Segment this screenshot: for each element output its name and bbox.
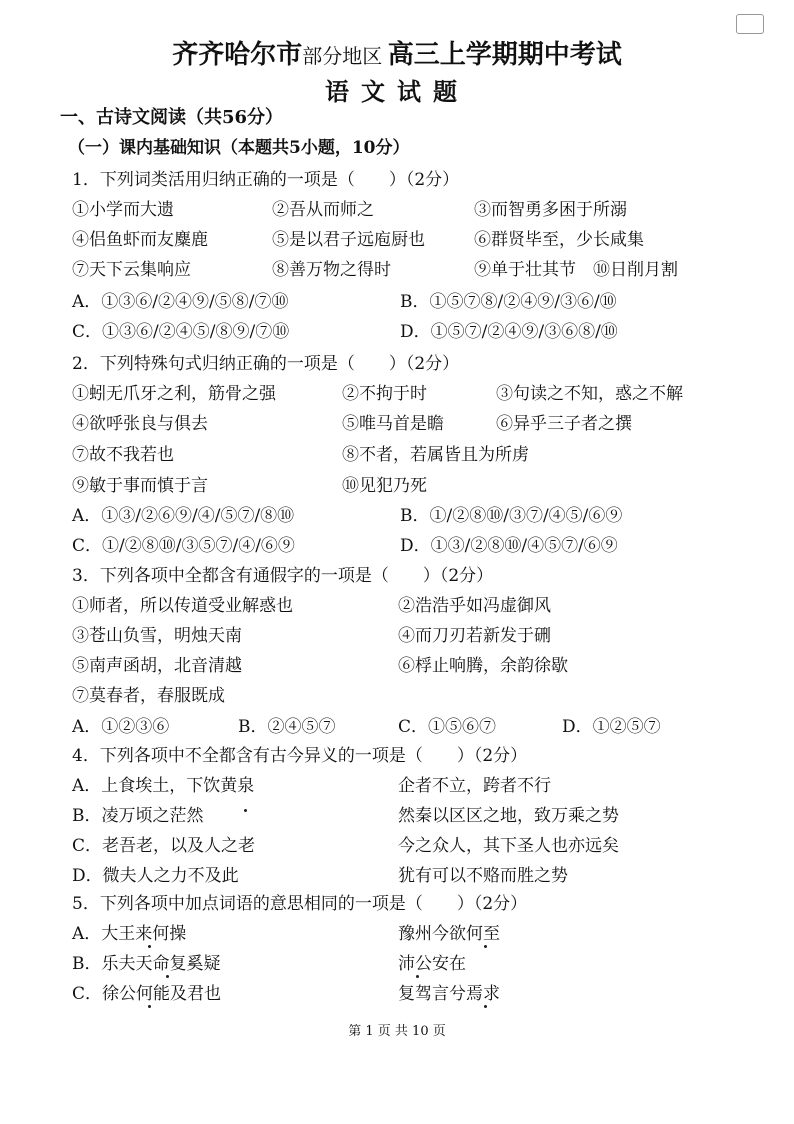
- q2-item: ④欲呼张良与俱去: [72, 414, 208, 434]
- q1-option-a: A．①③⑥/②④⑨/⑤⑧/⑦⑩: [72, 292, 289, 312]
- corner-mark: [736, 14, 764, 34]
- q1-item: ④侣鱼虾而友麋鹿: [72, 230, 208, 250]
- q3-item: ⑥桴止响腾，余韵徐歇: [398, 656, 568, 676]
- subsection-heading: （一）课内基础知识（本题共5小题，10分）: [68, 138, 410, 158]
- q2-item: ③句读之不知，惑之不解: [496, 384, 683, 404]
- q5-option-c-right: 复驾言兮焉求: [398, 984, 500, 1004]
- q3-option-b: B．②④⑤⑦: [238, 717, 336, 737]
- section-heading: 一、古诗文阅读（共56分）: [60, 107, 284, 128]
- q5-option-a-left: A．大王来何操: [72, 924, 187, 944]
- q3-item: ④而刀刃若新发于硎: [398, 626, 551, 646]
- q5-option-b-left: B．乐夫天命复奚疑: [72, 954, 221, 974]
- q4-option-c-right: 今之众人，其下圣人也亦远矣: [398, 836, 619, 856]
- q1-item: ③而智勇多困于所溺: [474, 200, 627, 220]
- q1-item: ⑧善万物之得时: [272, 260, 391, 280]
- q2-item: ②不拘于时: [342, 384, 427, 404]
- emphasis-dot: [416, 975, 419, 978]
- q2-item: ⑧不者，若属皆且为所虏: [342, 445, 529, 465]
- q1-item: ⑥群贤毕至，少长咸集: [474, 230, 644, 250]
- q1-item: ⑨单于壮其节 ⑩日削月割: [474, 260, 678, 280]
- q3-option-c: C．①⑤⑥⑦: [398, 717, 497, 737]
- q2-option-b: B．①/②⑧⑩/③⑦/④⑤/⑥⑨: [400, 506, 623, 526]
- q1-item: ②吾从而师之: [272, 200, 374, 220]
- q2-option-a: A．①③/②⑥⑨/④/⑤⑦/⑧⑩: [72, 506, 295, 526]
- emphasis-dot: [244, 809, 247, 812]
- q3-stem: 3．下列各项中全都含有通假字的一项是（ ）（2分）: [72, 566, 494, 586]
- emphasis-dot: [148, 945, 151, 948]
- exam-subtitle: 语文试题: [325, 77, 469, 106]
- q4-option-a-right: 企者不立，跨者不行: [398, 776, 551, 796]
- q5-option-c-left: C．徐公何能及君也: [72, 984, 222, 1004]
- q4-option-b-right: 然秦以区区之地，致万乘之势: [398, 806, 619, 826]
- q5-option-b-right: 沛公安在: [398, 954, 466, 974]
- q2-option-c: C．①/②⑧⑩/③⑤⑦/④/⑥⑨: [72, 536, 295, 556]
- emphasis-dot: [148, 1005, 151, 1008]
- q5-stem: 5．下列各项中加点词语的意思相同的一项是（ ）（2分）: [72, 894, 528, 914]
- q3-item: ⑤南声函胡，北音清越: [72, 656, 242, 676]
- q3-option-a: A．①②③⑥: [72, 717, 170, 737]
- q3-item: ②浩浩乎如冯虚御风: [398, 596, 551, 616]
- q1-item: ⑦天下云集响应: [72, 260, 191, 280]
- q3-item: ③苍山负雪，明烛天南: [72, 626, 242, 646]
- q2-item: ①蚓无爪牙之利，筋骨之强: [72, 384, 276, 404]
- title-city: 齐齐哈尔市: [172, 40, 303, 70]
- emphasis-dot: [166, 975, 169, 978]
- q1-stem: 1．下列词类活用归纳正确的一项是（ ）（2分）: [72, 170, 460, 190]
- q4-option-d-left: D．微夫人之力不及此: [72, 866, 239, 886]
- emphasis-dot: [484, 1005, 487, 1008]
- q2-item: ⑤唯马首是瞻: [342, 414, 444, 434]
- q1-option-b: B．①⑤⑦⑧/②④⑨/③⑥/⑩: [400, 292, 617, 312]
- q4-stem: 4．下列各项中不全都含有古今异义的一项是（ ）（2分）: [72, 746, 528, 766]
- page-footer: 第 1 页 共 10 页: [348, 1024, 446, 1039]
- q1-item: ①小学而大遗: [72, 200, 174, 220]
- q2-item: ⑨敏于事而慎于言: [72, 476, 208, 496]
- q4-option-d-right: 犹有可以不赂而胜之势: [398, 866, 568, 886]
- q2-item: ⑩见犯乃死: [342, 476, 427, 496]
- emphasis-dot: [484, 945, 487, 948]
- q1-option-d: D．①⑤⑦/②④⑨/③⑥⑧/⑩: [400, 322, 618, 342]
- title-exam: 高三上学期期中考试: [387, 40, 622, 70]
- q4-option-b-left: B．凌万顷之茫然: [72, 806, 204, 826]
- title-region: 部分地区: [302, 44, 383, 68]
- q1-item: ⑤是以君子远庖厨也: [272, 230, 425, 250]
- q3-item: ⑦莫春者，春服既成: [72, 686, 225, 706]
- q3-option-d: D．①②⑤⑦: [562, 717, 661, 737]
- q2-item: ⑦故不我若也: [72, 445, 174, 465]
- q5-option-a-right: 豫州今欲何至: [398, 924, 500, 944]
- q4-option-a-left: A．上食埃土，下饮黄泉: [72, 776, 255, 796]
- q2-item: ⑥异乎三子者之撰: [496, 414, 632, 434]
- q2-option-d: D．①③/②⑧⑩/④⑤⑦/⑥⑨: [400, 536, 618, 556]
- q3-item: ①师者，所以传道受业解惑也: [72, 596, 293, 616]
- q4-option-c-left: C．老吾老，以及人之老: [72, 836, 256, 856]
- q2-stem: 2．下列特殊句式归纳正确的一项是（ ）（2分）: [72, 354, 460, 374]
- q1-option-c: C．①③⑥/②④⑤/⑧⑨/⑦⑩: [72, 322, 290, 342]
- exam-title: [0, 34, 794, 71]
